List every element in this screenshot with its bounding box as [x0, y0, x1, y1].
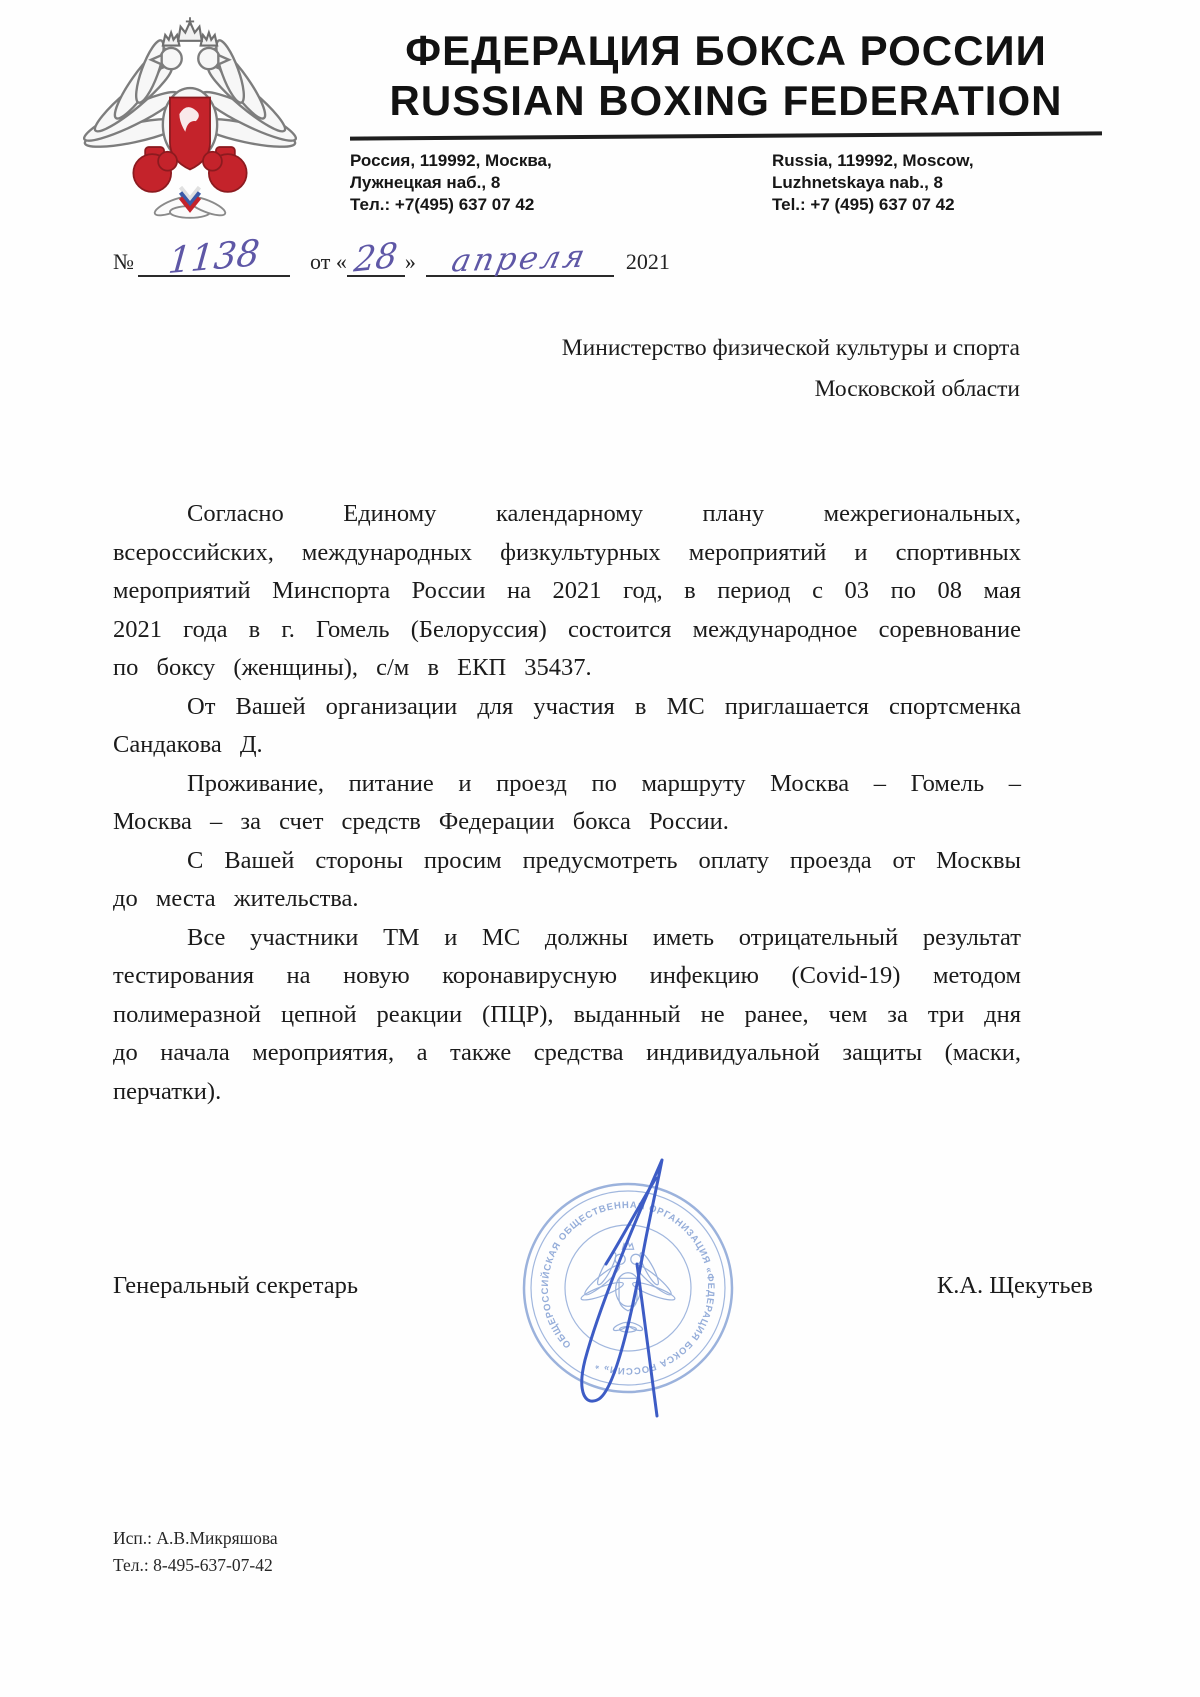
- boxing-federation-emblem-icon: [72, 14, 308, 240]
- from-label: от «: [310, 249, 347, 274]
- executor-phone: Тел.: 8-495-637-07-42: [113, 1555, 273, 1575]
- number-sign: №: [113, 249, 134, 274]
- paragraph: Проживание, питание и проезд по маршруту Москва – Гомель – Москва – за счет средств Федерации бокса России.: [113, 769, 1021, 835]
- paragraph: С Вашей стороны просим предусмотреть оплату проезда от Москвы до места жительства.: [113, 846, 1021, 912]
- executor-block: [113, 1525, 278, 1579]
- executor-name: Исп.: А.В.Микряшова: [113, 1528, 278, 1548]
- address-block: [350, 150, 1102, 216]
- recipient-line2: Московской области: [814, 376, 1020, 402]
- day-value: 28: [352, 235, 400, 281]
- round-stamp: [486, 1146, 770, 1430]
- reference-line: [113, 232, 670, 283]
- address-english: Russia, 119992, Moscow, Luzhnetskaya nab., 8 Tel.: +7 (495) 637 07 42: [772, 151, 974, 214]
- recipient-block: [562, 328, 1020, 410]
- document-number-value: 1138: [166, 232, 262, 283]
- paragraph: От Вашей организации для участия в МС приглашается спортсменка Сандакова Д.: [113, 692, 1021, 758]
- signer-name: К.А. Щекутьев: [936, 1272, 1093, 1299]
- signer-position: Генеральный секретарь: [113, 1272, 359, 1299]
- year-value: 2021: [625, 249, 670, 274]
- paragraph: Все участники ТМ и МС должны иметь отрицательный результат тестирования на новую коронавирусную инфекцию (Covid-19) методом полимеразной цепной реакции (ПЦР), выданный не ранее, чем за три дня до начала мероприятия, а также средства индивидуальной защиты (маски, перчатки).: [113, 923, 1021, 1105]
- paragraph: Согласно Единому календарному плану межрегиональных, всероссийских, международных физкультурных мероприятий и спортивных мероприятий Минспорта России на 2021 год, в период с 03 по 08 мая 2021 года в г. Гомель (Белоруссия) состоится международное соревнование по боксу (женщины), с/м в ЕКП 35437.: [113, 500, 1021, 681]
- month-field: [426, 238, 614, 280]
- month-value: апреля: [448, 238, 592, 280]
- day-field: [347, 235, 405, 281]
- closing-quote: »: [404, 249, 416, 274]
- letterhead: [350, 26, 1102, 216]
- org-title-ru: ФЕДЕРАЦИЯ БОКСА РОССИИ: [405, 27, 1047, 74]
- document-number-field: [138, 232, 290, 283]
- address-russian: Россия, 119992, Москва, Лужнецкая наб., 8 Тел.: +7(495) 637 07 42: [350, 151, 552, 214]
- stamp-circular-text: ОБЩЕРОССИЙСКАЯ ОБЩЕСТВЕННАЯ ОРГАНИЗАЦИЯ «ФЕДЕРАЦИЯ БОКСА РОССИИ» *: [539, 1199, 717, 1377]
- org-title-en: RUSSIAN BOXING FEDERATION: [389, 77, 1063, 124]
- signature-ink: [582, 1160, 662, 1416]
- header-divider: [350, 131, 1102, 140]
- letter-body: [113, 495, 1021, 1111]
- recipient-line1: Министерство физической культуры и спорта: [561, 335, 1020, 361]
- eagle-heads: [151, 17, 229, 69]
